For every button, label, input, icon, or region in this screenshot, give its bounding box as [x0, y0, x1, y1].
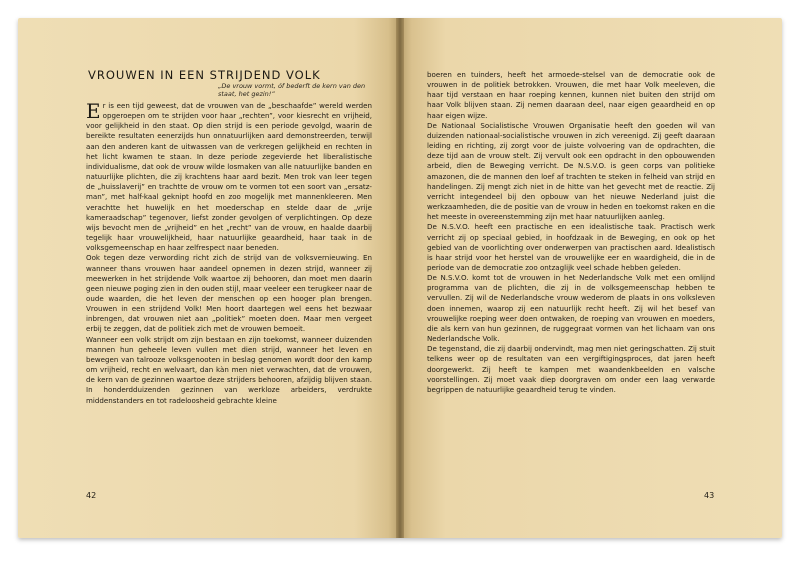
right-paragraph-5: De tegenstand, die zij daarbij ondervindt, mag men niet geringschatten. Zij stuit telkens weer op de resultaten van een vergiftigingsproces, dat jaren heeft doorgewerkt. Zij heeft te kampen met waandenkbeelden en valsche voorstellingen. Zij moet vaak diep doorgraven om onder een laag verwarde begrippen de natuurlijke geaardheid terug te vinden. — [427, 344, 715, 394]
page-number-right: 43 — [704, 491, 715, 500]
chapter-motto: „De vrouw vormt, óf bederft de kern van den staat, het gezin!” — [218, 82, 366, 98]
book-spine-gutter — [396, 18, 404, 538]
left-page-text — [86, 101, 372, 406]
right-paragraph-4: De N.S.V.O. komt tot de vrouwen in het Nederlandsche Volk met een omlijnd programma van de plichten, die zij in de volksgemeenschap hebben te vervullen. Zij wil de Nederlandsche vrouw wederom de plaats in ons volksleven doen innemen, waarop zij een natuurlijk recht heeft. Zij wil het besef van vrouwelijke roeping weer doen ontwaken, de roeping van vrouwen en moeders, die als kern van hun gezinnen, de ruggegraat vormen van het lichaam van ons Nederlandsche Volk. — [427, 273, 715, 344]
page-number-left: 42 — [86, 491, 97, 500]
right-page-text — [427, 70, 715, 395]
drop-cap-initial: E — [86, 99, 101, 123]
right-paragraph-1: boeren en tuinders, heeft het armoede-stelsel van de democratie ook de vrouwen in de politiek betrokken. Vrouwen, die met haar Volk meeleven, die haar tijd verstaan en haar roeping kennen, kunnen niet buiten den strijd om haar Volk blijven staan. Zij nemen daaraan deel, naar eigen geaardheid en op haar eigen wijze. — [427, 70, 715, 120]
left-page-body: r is een tijd geweest, dat de vrouwen van de „beschaafde” wereld werden opgeroepen om te strijden voor haar „rechten”, voor kiesrecht en vrijheid, voor gelijkheid in den staat. Op dien strijd is een periode gevolgd, waarin de bereikte resultaten eenerzijds hun onnatuurlijken aard demonstreerden, terwijl aan den anderen kant de uitwassen van de verkregen gelijkheid en rechten in het licht kwamen te staan. In deze periode zegevierde het liberalistische individualisme, dat ook de vrouw wilde losmaken van alle natuurlijke banden en natuurlijke plichten, die zij krachtens haar aard bezit. Men trok van leer tegen de „huisslaverij” en trachtte de vrouw om te vormen tot een soort van „ersatz-man”, met half-kaal geknipt hoofd en zoo mogelijk met mannenkleeren. Men verachtte het huwelijk en het moederschap en stelde daar de „vrije kameraadschap” tegenover, liefst zonder gevolgen of verplichtingen. Op deze wijs bevocht men de „vrijheid” en het „recht” van de vrouw, en haalde daarbij tegelijk haar vrouwelijkheid, haar natuurlijke geaardheid, haar taak in de volksgemeenschap en haar zelfrespect naar beneden. Ook tegen deze verwording richt zich de strijd van de volksvernieuwing. En wanneer thans vrouwen haar aandeel opnemen in dezen strijd, wanneer zij meewerken in het strijdende Volk waartoe zij behooren, dan moet men daarin geen nieuwe poging zien in den ouden stijl, maar veeleer een terugkeer naar de oude waarden, die het leven der menschen op een hooger plan brengen. Vrouwen in een strijdend Volk! Men hoort daartegen wel eens het bezwaar inbrengen, dat vrouwen niet aan „politiek” moeten doen. Maar men vergeet erbij te zeggen, dat de politiek zich met de vrouwen bemoeit. Wanneer een volk strijdt om zijn bestaan en zijn toekomst, wanneer duizenden mannen hun geheele leven vullen met dien strijd, wanneer het leven en bewegen van talrooze volksgenooten in beslag genomen wordt door den kamp om vrijheid, recht en welvaart, dan kàn men niet verwachten, dat de vrouwen, de kern van de gezinnen waartoe deze strijders behooren, afzijdig blijven staan. In honderdduizenden gezinnen van werkloze arbeiders, verdrukte middenstanders en tot radeloosheid gebrachte kleine — [86, 101, 372, 405]
right-paragraph-3: De N.S.V.O. heeft een practische en een idealistische taak. Practisch werk verricht zij op speciaal gebied, in hoofdzaak in de Beweging, en ook op het gebied van de voorlichting over onderwerpen van practischen aard. Idealistisch is haar strijd voor het herstel van de vrouwelijke eer en waardigheid, die in de periode van de democratie zoo ontzaglijk veel schade hebben geleden. — [427, 222, 715, 272]
chapter-heading: VROUWEN IN EEN STRIJDEND VOLK — [88, 68, 321, 82]
right-paragraph-2: De Nationaal Socialistische Vrouwen Organisatie heeft den goeden wil van duizenden nationaal-socialistische vrouwen in zich vereenigd. Zij geeft daaraan leiding en richting, zij zorgt voor de juiste volvoering van de opdrachten, die deze tijd aan de vrouw stelt. Zij vervult ook een opdracht in den opbouwenden arbeid, dien de Beweging verricht. De N.S.V.O. is geen corps van politieke amazonen, die de mannen den loef af trachten te steken in felheid van strijd en handelingen. Zij mengt zich niet in de hitte van het gevecht met de reactie. Zij verricht integendeel bij den opbouw van het nieuwe Nederland juist die werkzaamheden, die de positie van de vrouw in heden en toekomst raken en die het meeste in overeenstemming zijn met haar natuurlijken aanleg. — [427, 120, 715, 222]
